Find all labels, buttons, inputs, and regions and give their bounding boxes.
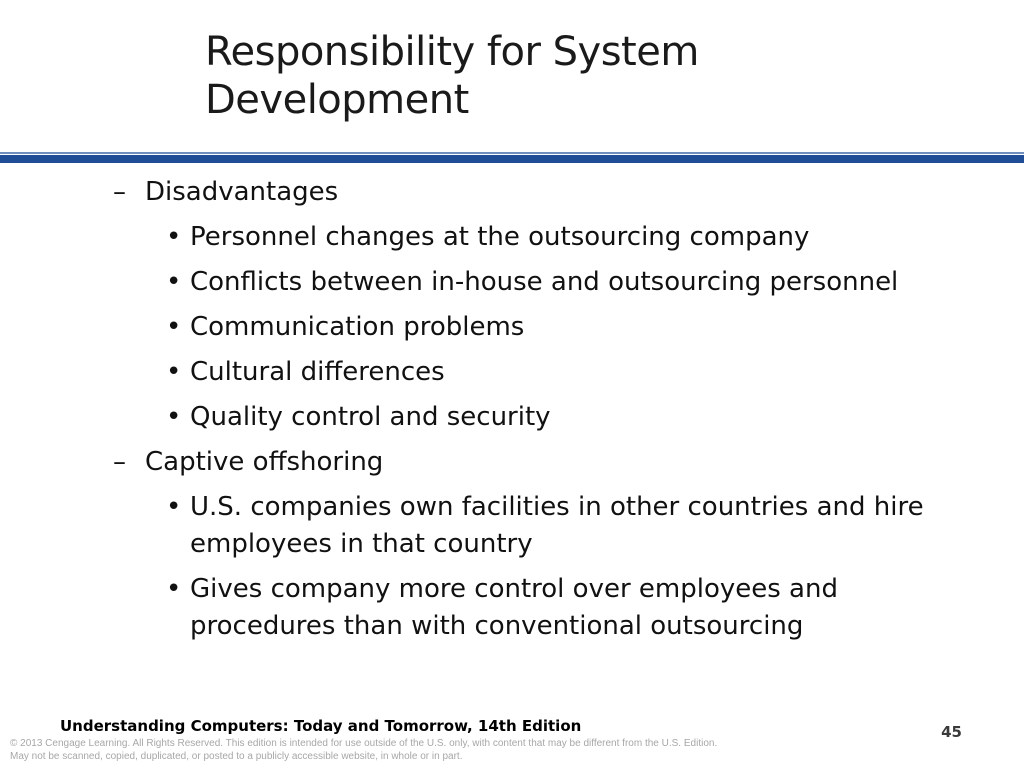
list-item-text: Disadvantages	[145, 177, 339, 207]
list-item-text: Communication problems	[190, 312, 525, 342]
list-item-text: Quality control and security	[190, 402, 551, 432]
bullet-marker: •	[166, 574, 182, 604]
page-number: 45	[941, 723, 962, 741]
list-item-text: Personnel changes at the outsourcing company	[190, 222, 810, 252]
list-item-text: U.S. companies own facilities in other countries and hire employees in that country	[190, 492, 924, 559]
bullet-marker: •	[166, 222, 182, 252]
list-item-text: Gives company more control over employees and procedures than with conventional outsourcing	[190, 574, 838, 641]
list-item-text: Captive offshoring	[145, 447, 384, 477]
list-item	[166, 264, 970, 301]
bullet-marker: •	[166, 357, 182, 387]
slide-title-line2: Development	[205, 77, 469, 123]
slide-title-line1: Responsibility for System	[205, 29, 699, 75]
list-item	[166, 571, 970, 645]
list-item	[166, 399, 970, 436]
bullet-marker: •	[166, 492, 182, 522]
list-item-text: Cultural differences	[190, 357, 445, 387]
copyright-line1: © 2013 Cengage Learning. All Rights Reserved. This edition is intended for use outside of the U.S. only, with content that may be different from the U.S. Edition.	[10, 738, 718, 749]
list-item	[113, 444, 965, 481]
copyright-notice	[10, 737, 910, 763]
list-item	[166, 489, 970, 563]
list-item	[166, 219, 970, 256]
list-item	[166, 354, 970, 391]
list-item-text: Conflicts between in-house and outsourcing personnel	[190, 267, 899, 297]
bullet-marker: •	[166, 267, 182, 297]
bullet-marker: •	[166, 312, 182, 342]
list-item	[166, 309, 970, 346]
copyright-line2: May not be scanned, copied, duplicated, or posted to a publicly accessible website, in whole or in part.	[10, 751, 463, 762]
list-item	[113, 174, 965, 211]
bullet-marker: •	[166, 402, 182, 432]
dash-marker: –	[113, 177, 126, 207]
dash-marker: –	[113, 447, 126, 477]
footer-book-title: Understanding Computers: Today and Tomorrow, 14th Edition	[60, 717, 582, 735]
